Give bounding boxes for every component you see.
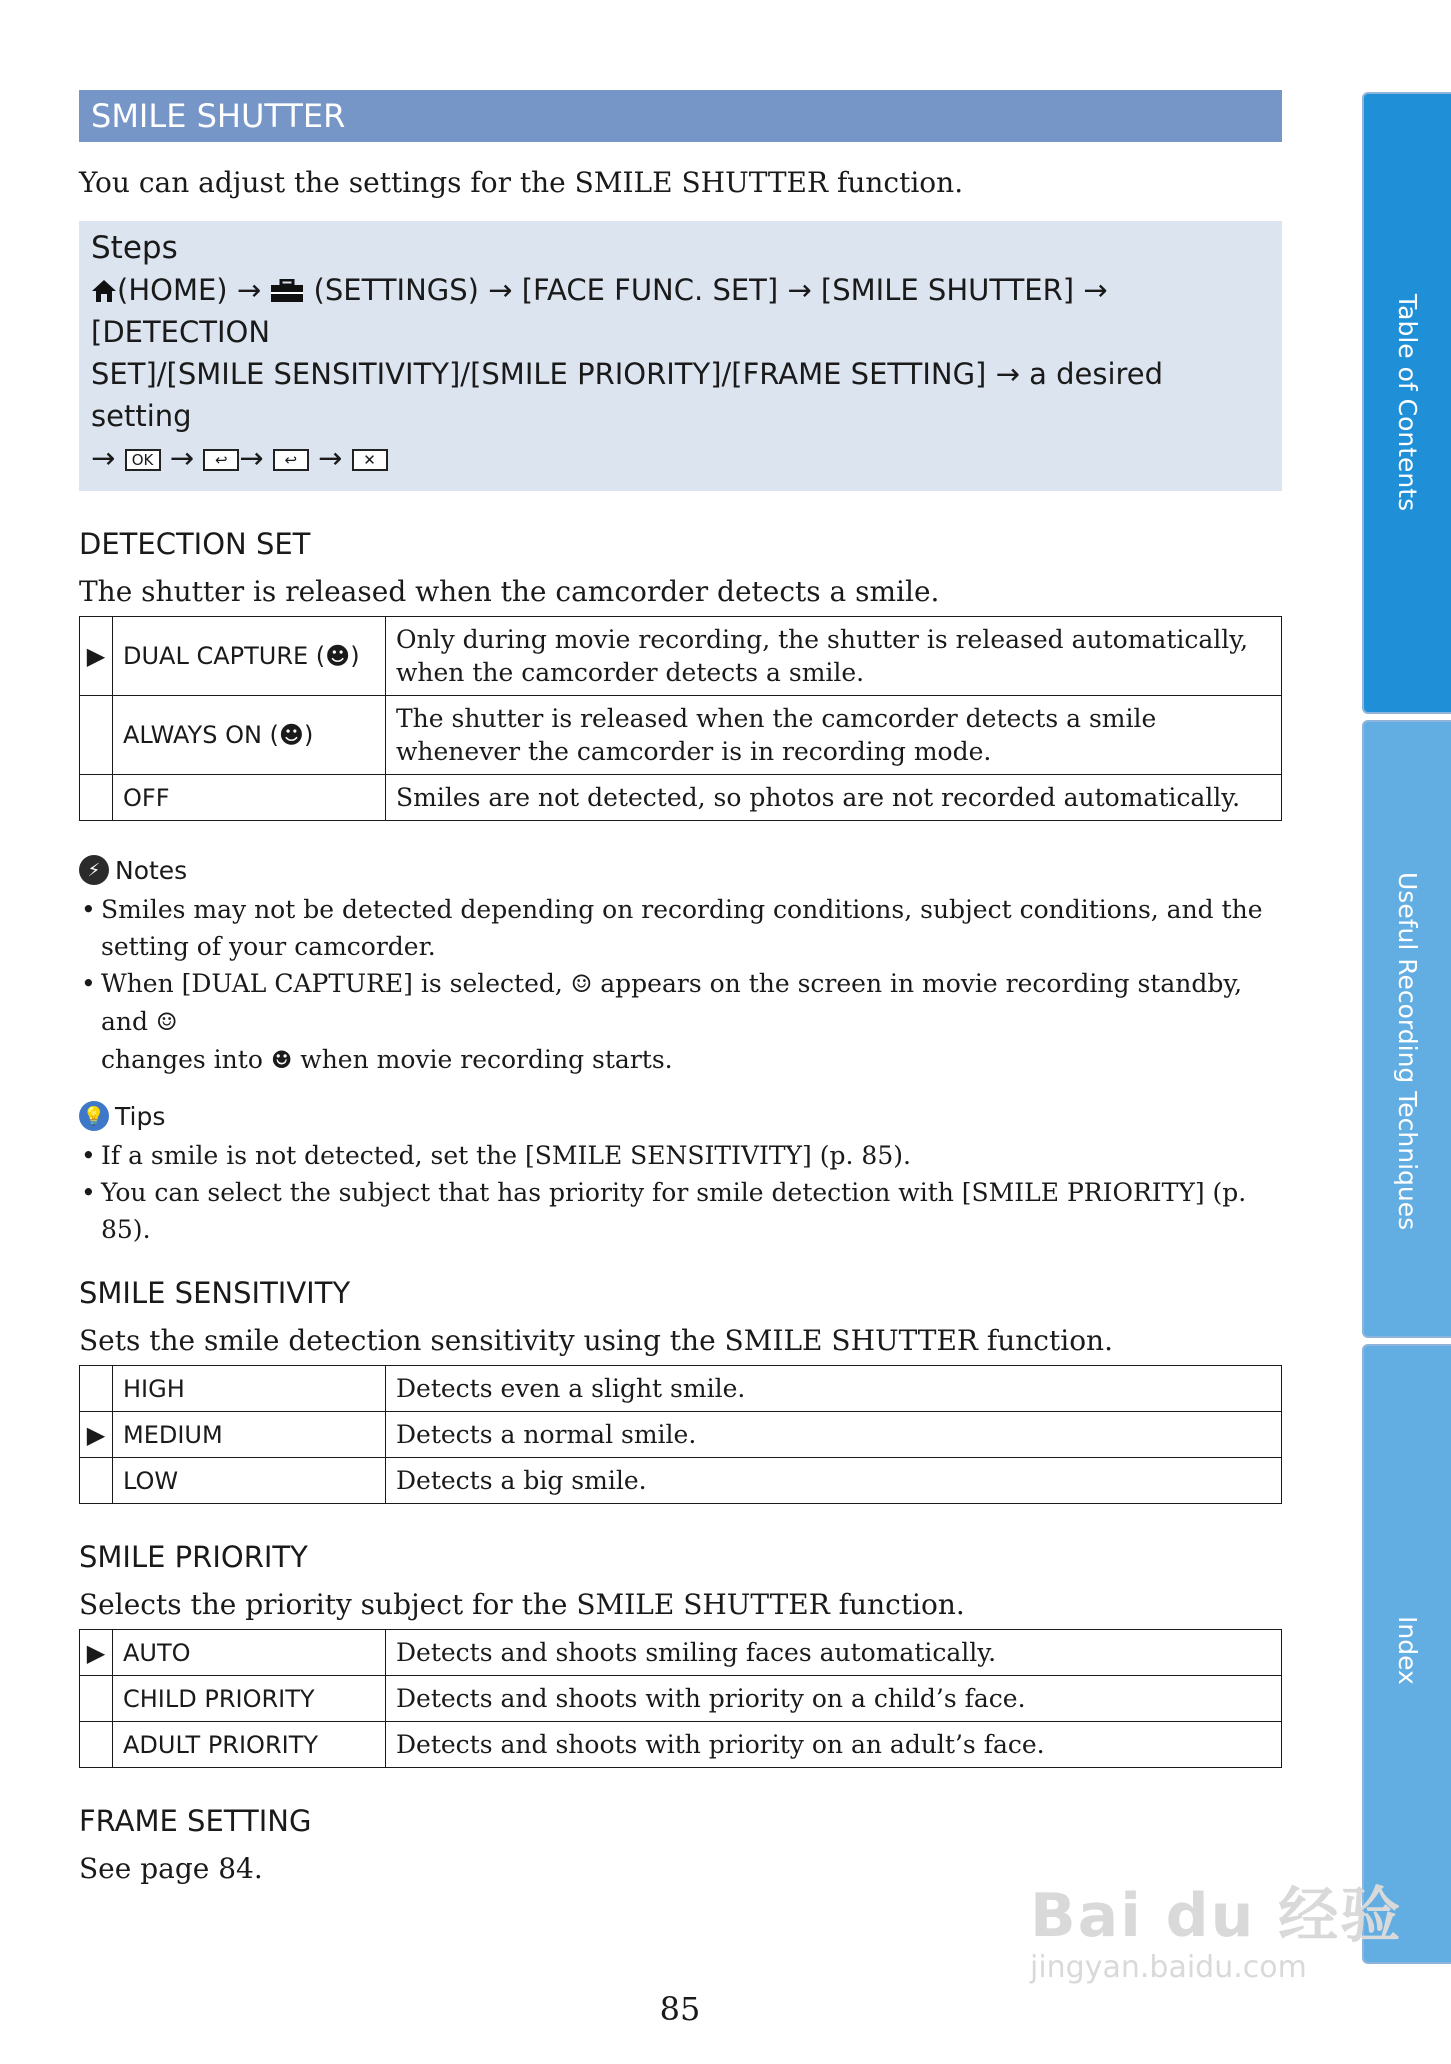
default-marker (80, 1458, 113, 1504)
smile-priority-desc: Selects the priority subject for the SMILE SHUTTER function. (79, 1588, 965, 1621)
notes-header (79, 855, 1282, 885)
option-name: LOW (113, 1458, 386, 1504)
tab-label: Table of Contents (1393, 294, 1422, 512)
option-desc: Smiles are not detected, so photos are not recorded automatically. (386, 775, 1282, 821)
default-marker (80, 1366, 113, 1412)
smile-priority-table (79, 1629, 1282, 1768)
smile-outline-icon: ☺ (570, 970, 593, 998)
table-row (80, 1630, 1282, 1676)
watermark (1030, 1868, 1402, 1985)
default-marker (80, 1676, 113, 1722)
arrow: → (91, 441, 116, 475)
home-icon (91, 279, 117, 303)
sidebar-nav (1362, 92, 1451, 1962)
notes-heading: Notes (115, 855, 188, 885)
note-text: changes into (101, 1045, 271, 1074)
tips-list (79, 1137, 1282, 1248)
option-desc: Detects and shoots with priority on a child’s face. (386, 1676, 1282, 1722)
arrow: → (169, 441, 195, 475)
page-number: 85 (659, 1990, 701, 2028)
option-desc: Detects and shoots smiling faces automatically. (386, 1630, 1282, 1676)
steps-line-3 (91, 437, 1270, 479)
default-marker: ▶ (80, 1412, 113, 1458)
option-desc: Detects a normal smile. (386, 1412, 1282, 1458)
steps-path-text: (SETTINGS) → [FACE FUNC. SET] → [SMILE SHUTTER] → [DETECTION (91, 273, 1108, 349)
steps-line-1 (91, 269, 1270, 353)
tab-table-of-contents[interactable] (1362, 92, 1451, 714)
list-item: • You can select the subject that has priority for smile detection with [SMILE PRIORITY] (p. 85). (79, 1174, 1282, 1248)
tips-heading: Tips (115, 1101, 166, 1131)
note-text: when movie recording starts. (292, 1045, 673, 1074)
table-row (80, 1366, 1282, 1412)
steps-home-text: (HOME) → (117, 273, 271, 307)
option-desc: The shutter is released when the camcorder detects a smile whenever the camcorder is in recording mode. (386, 696, 1282, 775)
notes-list (79, 891, 1282, 1079)
return-icon: ↩ (273, 449, 309, 471)
default-marker (80, 1722, 113, 1768)
option-name: HIGH (113, 1366, 386, 1412)
table-row (80, 1722, 1282, 1768)
smile-outline-icon: ☺ (155, 1008, 178, 1036)
note-text: appears on the screen in movie recording standby, and (101, 969, 1243, 1036)
option-name: ALWAYS ON (☻) (113, 696, 386, 775)
option-desc: Only during movie recording, the shutter is released automatically, when the camcorder detects a smile. (386, 617, 1282, 696)
tab-useful-recording-techniques[interactable] (1362, 720, 1451, 1338)
table-row (80, 696, 1282, 775)
toolbox-icon (270, 279, 304, 303)
table-row (80, 775, 1282, 821)
smile-sensitivity-table (79, 1365, 1282, 1504)
arrow: → (239, 441, 264, 475)
notes-icon: ⚡ (79, 855, 109, 885)
tab-label: Useful Recording Techniques (1393, 872, 1422, 1231)
option-name: OFF (113, 775, 386, 821)
detection-set-table (79, 616, 1282, 821)
table-row (80, 1458, 1282, 1504)
ok-button-icon: OK (125, 449, 161, 471)
note-text: When [DUAL CAPTURE] is selected, (101, 969, 571, 998)
steps-line-2: SET]/[SMILE SENSITIVITY]/[SMILE PRIORITY]/[FRAME SETTING] → a desired setting (91, 357, 1164, 433)
frame-setting-desc: See page 84. (79, 1852, 263, 1885)
tab-label: Index (1393, 1616, 1422, 1685)
smile-priority-heading: SMILE PRIORITY (79, 1540, 308, 1574)
steps-box (79, 221, 1282, 491)
default-marker (80, 775, 113, 821)
watermark-logo-text: Bai du 经验 (1030, 1881, 1403, 1951)
table-row (80, 1676, 1282, 1722)
default-marker (80, 696, 113, 775)
option-name: AUTO (113, 1630, 386, 1676)
close-icon: ✕ (352, 449, 388, 471)
table-row (80, 1412, 1282, 1458)
detection-set-desc: The shutter is released when the camcorder detects a smile. (79, 575, 940, 608)
option-name: CHILD PRIORITY (113, 1676, 386, 1722)
option-desc: Detects even a slight smile. (386, 1366, 1282, 1412)
tips-header (79, 1101, 1282, 1131)
return-icon: ↩ (203, 449, 239, 471)
lightbulb-icon: 💡 (79, 1101, 109, 1131)
default-marker: ▶ (80, 1630, 113, 1676)
option-name: MEDIUM (113, 1412, 386, 1458)
smile-filled-icon: ☻ (270, 1046, 293, 1074)
option-desc: Detects and shoots with priority on an adult’s face. (386, 1722, 1282, 1768)
list-item: • Smiles may not be detected depending on recording conditions, subject conditions, and the setting of your camcorder. (79, 891, 1282, 965)
frame-setting-heading: FRAME SETTING (79, 1804, 312, 1838)
detection-set-heading: DETECTION SET (79, 527, 311, 561)
table-row (80, 617, 1282, 696)
arrow: → (318, 441, 343, 475)
smile-sensitivity-heading: SMILE SENSITIVITY (79, 1276, 351, 1310)
option-desc: Detects a big smile. (386, 1458, 1282, 1504)
page-content (79, 90, 1282, 1885)
steps-heading: Steps (91, 230, 178, 266)
option-name: ADULT PRIORITY (113, 1722, 386, 1768)
list-item (79, 965, 1282, 1079)
default-marker: ▶ (80, 617, 113, 696)
intro-text: You can adjust the settings for the SMILE SHUTTER function. (79, 166, 964, 199)
list-item: • If a smile is not detected, set the [SMILE SENSITIVITY] (p. 85). (79, 1137, 1282, 1174)
page-title: SMILE SHUTTER (79, 90, 1282, 142)
watermark-url: jingyan.baidu.com (1030, 1950, 1307, 1985)
smile-sensitivity-desc: Sets the smile detection sensitivity using the SMILE SHUTTER function. (79, 1324, 1113, 1357)
option-name: DUAL CAPTURE (☻) (113, 617, 386, 696)
